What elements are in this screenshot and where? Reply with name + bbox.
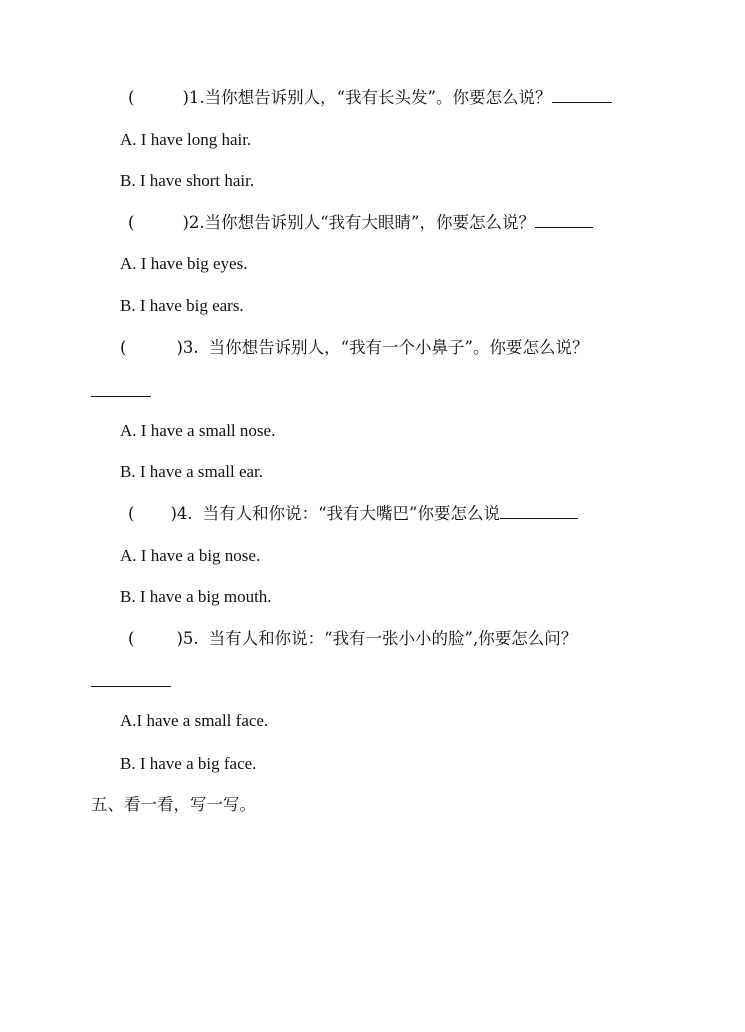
option-a: A. I have big eyes.: [120, 254, 248, 273]
option-b: B. I have a small ear.: [120, 462, 264, 481]
answer-bracket-open: (: [120, 338, 127, 357]
answer-bracket-close: ): [176, 629, 183, 648]
option-b: B. I have short hair.: [120, 171, 255, 190]
answer-bracket-close: ): [176, 338, 183, 357]
question-text: 当你想告诉别人“我有大眼睛”，你要怎么说？: [204, 213, 535, 232]
question-text: 当你想告诉别人，“我有长头发”。你要怎么说？: [204, 88, 552, 107]
answer-blank[interactable]: [91, 686, 171, 687]
question-number: 1.: [188, 88, 205, 107]
answer-bracket-open: (: [128, 504, 135, 523]
answer-bracket-open: (: [128, 88, 135, 107]
option-a: A. I have a small nose.: [120, 421, 276, 440]
question-4-stem: [128, 503, 578, 525]
answer-bracket-close: ): [170, 504, 177, 523]
answer-blank[interactable]: [500, 503, 578, 519]
answer-bracket-close: ): [182, 213, 189, 232]
answer-blank[interactable]: [552, 87, 612, 103]
answer-bracket-close: ): [182, 88, 189, 107]
answer-blank[interactable]: [535, 212, 593, 228]
question-number: 4.: [176, 504, 193, 523]
question-3-stem: [120, 337, 589, 359]
question-1-stem: [128, 87, 612, 109]
question-number: 2.: [188, 213, 205, 232]
question-2-stem: [128, 212, 593, 234]
question-number: 3.: [182, 338, 199, 357]
question-text: 当有人和你说：“我有一张小小的脸”,你要怎么问？: [208, 629, 578, 648]
answer-bracket-open: (: [128, 629, 135, 648]
option-a: A. I have a big nose.: [120, 546, 261, 565]
question-text: 当有人和你说：“我有大嘴巴”你要怎么说: [202, 504, 500, 523]
answer-bracket-open: (: [128, 213, 135, 232]
question-text: 当你想告诉别人，“我有一个小鼻子”。你要怎么说？: [208, 338, 589, 357]
question-5-stem: [128, 628, 577, 650]
answer-blank[interactable]: [91, 396, 151, 397]
option-a: A.I have a small face.: [120, 711, 269, 730]
option-b: B. I have a big face.: [120, 754, 257, 773]
section-heading: 五、看一看，写一写。: [91, 795, 256, 814]
option-a: A. I have long hair.: [120, 130, 252, 149]
option-b: B. I have big ears.: [120, 296, 244, 315]
question-number: 5.: [182, 629, 199, 648]
option-b: B. I have a big mouth.: [120, 587, 272, 606]
